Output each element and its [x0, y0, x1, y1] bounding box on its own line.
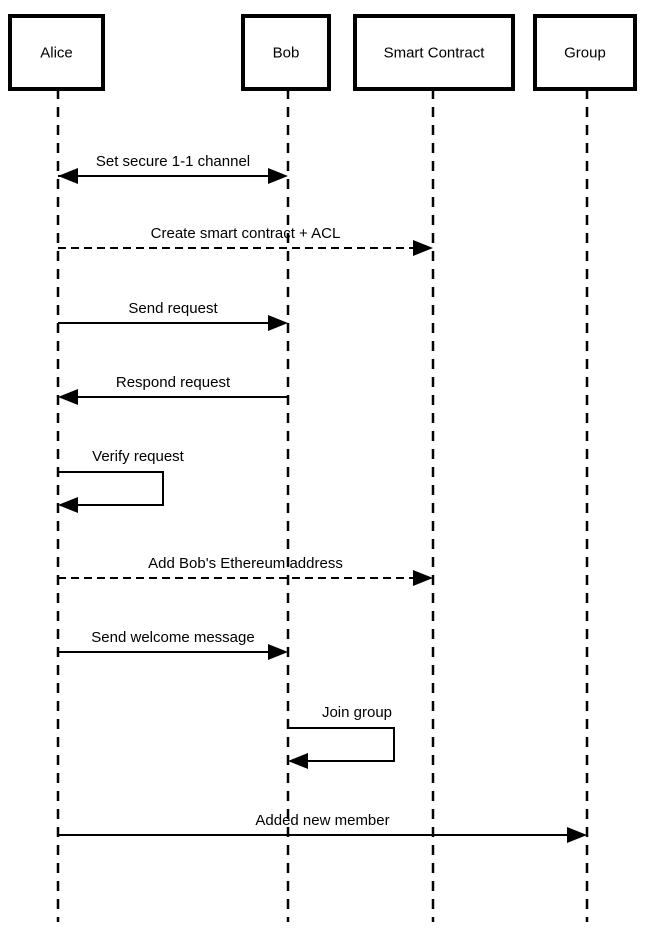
message-label: Send request [128, 300, 218, 317]
message-send-welcome-message [58, 629, 288, 660]
arrowhead-icon [268, 644, 288, 660]
message-respond-request [58, 374, 288, 405]
actor-label-alice: Alice [40, 44, 73, 62]
arrowhead-icon [268, 315, 288, 331]
actor-alice [10, 16, 103, 89]
actor-label-bob: Bob [272, 44, 300, 62]
message-label: Set secure 1-1 channel [95, 153, 251, 170]
message-label: Send welcome message [91, 629, 255, 646]
message-label: Added new member [255, 812, 390, 829]
actor-bob [243, 16, 329, 89]
arrowhead-icon [268, 168, 288, 184]
message-set-secure-1-1-channel [58, 153, 288, 184]
message-verify-request [58, 448, 185, 513]
actor-group [535, 16, 635, 89]
actor-label-smart-contract: Smart Contract [383, 44, 485, 62]
actor-label-group: Group [564, 44, 606, 62]
message-create-smart-contract-acl [58, 225, 433, 256]
arrowhead-icon [413, 240, 433, 256]
arrowhead-icon [58, 168, 78, 184]
arrowhead-icon [58, 497, 78, 513]
message-label: Join group [321, 704, 393, 721]
arrowhead-icon [567, 827, 587, 843]
message-label: Respond request [115, 374, 231, 391]
arrowhead-icon [413, 570, 433, 586]
message-label: Add Bob's Ethereum address [148, 555, 343, 572]
message-label: Create smart contract + ACL [150, 225, 341, 242]
message-join-group [288, 704, 394, 769]
message-added-new-member [58, 812, 587, 843]
arrowhead-icon [58, 389, 78, 405]
arrowhead-icon [288, 753, 308, 769]
message-label: Verify request [92, 448, 184, 465]
actor-smart-contract [355, 16, 513, 89]
message-add-bob-s-ethereum-address [58, 555, 433, 586]
message-send-request [58, 300, 288, 331]
